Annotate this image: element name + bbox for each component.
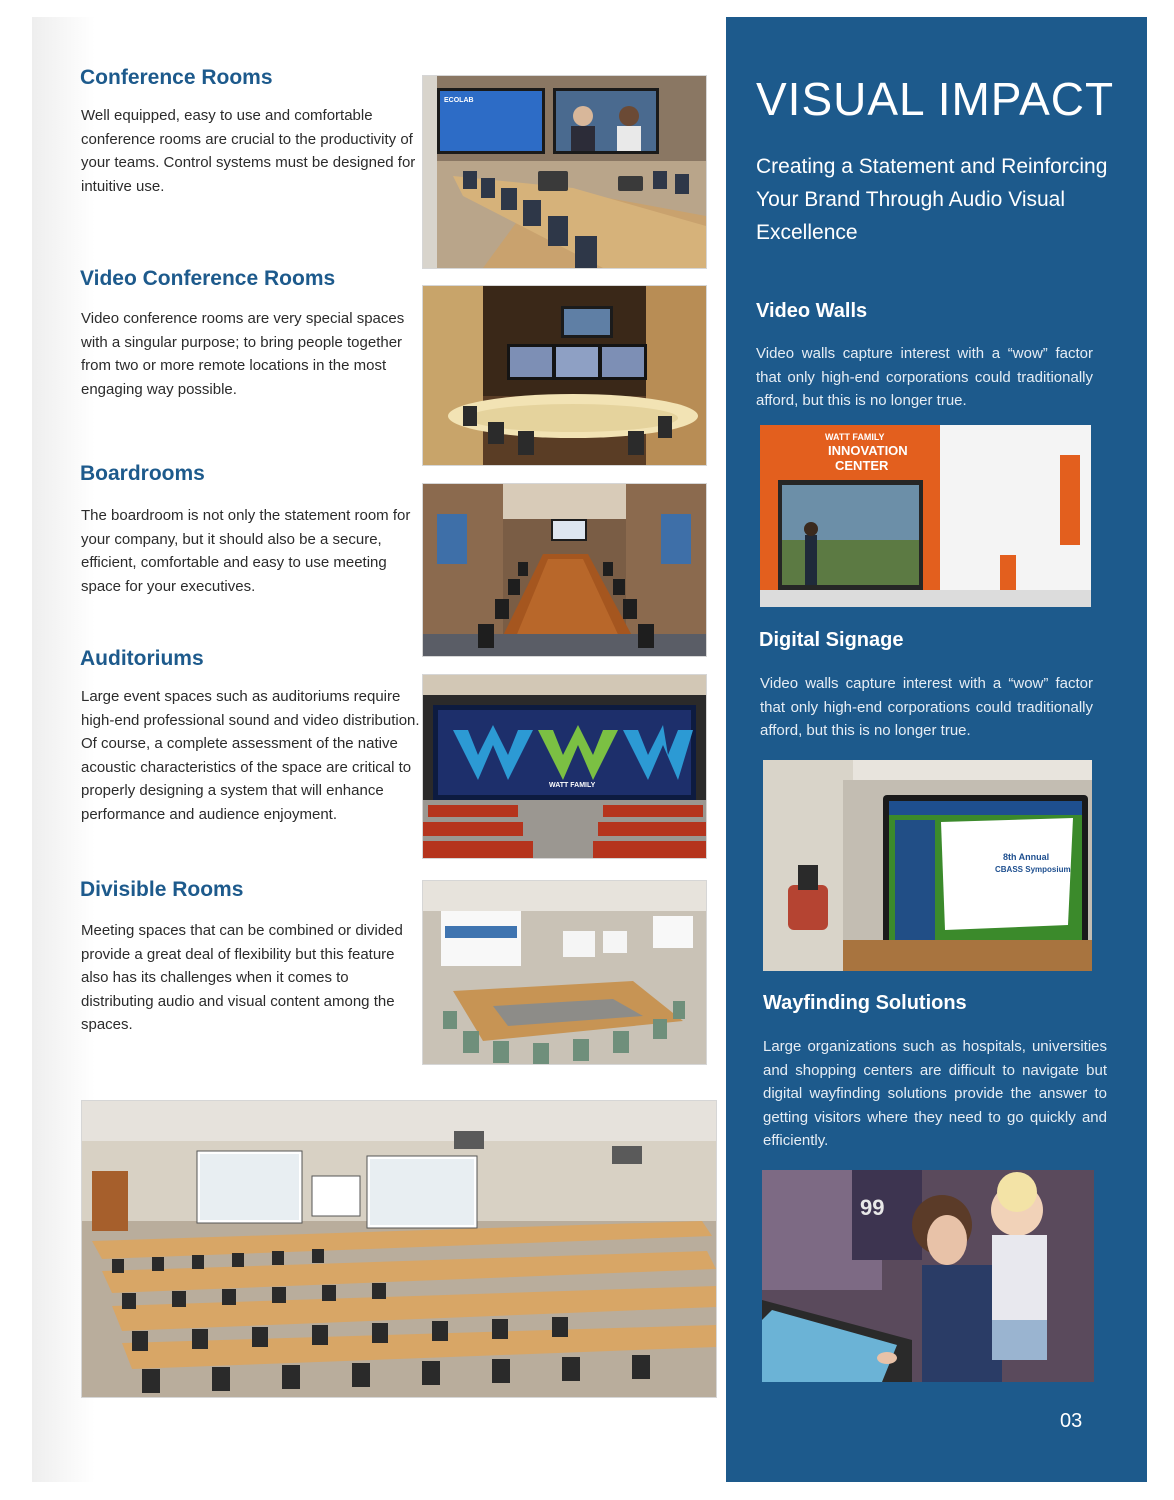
conference-room-photo [422,75,707,269]
boardrooms-heading: Boardrooms [80,462,205,485]
visual-impact-subtitle: Creating a Statement and Reinforcing Your Brand Through Audio Visual Excellence [756,155,1108,244]
video-wall-photo [760,425,1091,607]
wayfinding-banner-number: 99 [860,1195,885,1220]
visual-impact-title: VISUAL IMPACT [756,73,1115,125]
auditorium-photo [422,674,707,859]
auditoriums-text: Large event spaces such as auditoriums require high-end professional sound and video distribution. Of course, a complete assessment of the native acoustic characteristics of the space are critical to properly designing a system that will enhance performance and audience enjoyment. [81,688,420,823]
auditoriums-heading: Auditoriums [80,647,204,670]
video-walls-text: Video walls capture interest with a “wow” factor that only high-end corporations could traditionally afford, but this is no longer true. [756,345,1093,409]
auditorium-wall-name: WATT FAMILY [549,782,596,789]
videowall-sign-line1: WATT FAMILY [825,432,885,442]
ecolab-logo: ECOLAB [444,97,474,104]
signage-screen-heading: 8th Annual [1003,852,1050,862]
video-walls-heading: Video Walls [756,300,868,322]
wayfinding-photo [762,1170,1094,1382]
video-conference-room-photo [422,285,707,466]
videowall-sign-line3: CENTER [835,458,889,473]
boardroom-photo [422,483,707,657]
divisible-room-photo [422,880,707,1065]
signage-screen-heading-2: CBASS Symposium [995,865,1071,874]
page-number: 03 [1060,1410,1083,1432]
divisible-rooms-text: Meeting spaces that can be combined or divided provide a great deal of flexibility but this feature also has its challenges when it comes to distributing audio and visual content among the spaces. [81,922,403,1033]
wayfinding-heading: Wayfinding Solutions [763,992,967,1014]
wayfinding-text: Large organizations such as hospitals, universities and shopping centers are difficult to navigate but digital wayfinding solutions provide the answer to getting visitors where they need to go quickly and efficiently. [763,1038,1107,1149]
digital-signage-text: Video walls capture interest with a “wow” factor that only high-end corporations could traditionally afford, but this is no longer true. [760,675,1093,739]
digital-signage-heading: Digital Signage [759,629,904,651]
digital-signage-photo [763,760,1092,971]
lecture-hall-photo [81,1100,717,1398]
conference-rooms-text: Well equipped, easy to use and comfortable conference rooms are crucial to the productivity of your teams. Control systems must be designed for intuitive use. [81,107,416,195]
conference-rooms-heading: Conference Rooms [80,66,273,89]
divisible-rooms-heading: Divisible Rooms [80,878,244,901]
videowall-sign-line2: INNOVATION [828,443,908,458]
boardrooms-text: The boardroom is not only the statement room for your company, but it should also be a secure, efficient, comfortable and easy to use meeting space for your executives. [81,507,411,595]
video-conference-rooms-heading: Video Conference Rooms [80,267,336,290]
video-conference-rooms-text: Video conference rooms are very special spaces with a singular purpose; to bring people together from two or more remote locations in the most engaging way possible. [81,310,405,398]
